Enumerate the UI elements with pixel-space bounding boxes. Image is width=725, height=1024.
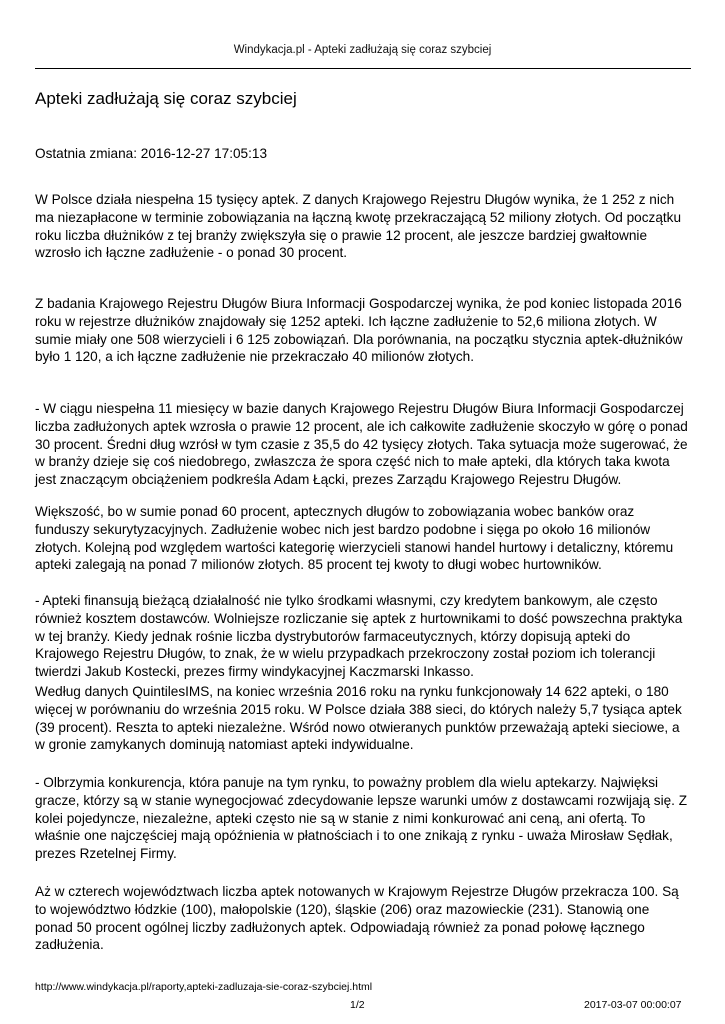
- paragraph: Aż w czterech województwach liczba aptek notowanych w Krajowym Rejestrze Długów przekracza 100. Są to województwo łódzkie (100), małopolskie (120), śląskie (206) oraz mazowieckie (231). Stanowią one ponad 50 procent ogólnej liczby zadłużonych aptek. Odpowiadają również za ponad połowę łącznego zadłużenia.: [35, 884, 679, 953]
- paragraph: Według danych QuintilesIMS, na koniec września 2016 roku na rynku funkcjonowały 14 622 apteki, o 180 więcej w porównaniu do września 2015 roku. W Polsce działa 388 sieci, do których należy 5,7 tysiąca aptek (39 procent). Reszta to apteki niezależne. Wśród nowo otwieranych punktów przeważają apteki sieciowe, a w gronie zamykanych dominują natomiast apteki indywidualne.: [35, 684, 682, 753]
- paragraph: - Olbrzymia konkurencja, która panuje na tym rynku, to poważny problem dla wielu aptekarzy. Najwięksi gracze, którzy są w stanie wynegocjować zdecydowanie lepsze warunki umów z dostawcami rozwijają się. Z kolei pojedyncze, niezależne, apteki często nie są w stanie z nimi konkurować ani ceną, ani ofertą. To właśnie one najczęściej mają opóźnienia w płatnościach i to one znikają z rynku - uważa Mirosław Sędłak, prezes Rzetelnej Firmy.: [35, 775, 688, 862]
- header-divider: [35, 68, 691, 69]
- page-header-title: Windykacja.pl - Apteki zadłużają się coraz szybciej: [233, 44, 492, 56]
- footer-page-number: 1/2: [350, 999, 365, 1011]
- paragraph: Z badania Krajowego Rejestru Długów Biura Informacji Gospodarczej wynika, że pod koniec listopada 2016 roku w rejestrze dłużników znajdowały się 1252 apteki. Ich łączne zadłużenie to 52,6 miliona złotych. W sumie miały one 508 wierzycieli i 6 125 zobowiązań. Dla porównania, na początku stycznia aptek-dłużników było 1 120, a ich łączne zadłużenie nie przekraczało 40 milionów złotych.: [35, 296, 683, 365]
- paragraph: - W ciągu niespełna 11 miesięcy w bazie danych Krajowego Rejestru Długów Biura Informacji Gospodarczej liczba zadłużonych aptek wzrosła o prawie 12 procent, ale ich całkowite zadłużenie skoczyło w górę o ponad 30 procent. Średni dług wzrósł w tym czasie z 35,5 do 42 tysięcy złotych. Taka sytuacja może sugerować, że w branży dzieje się coś niedobrego, zwłaszcza że spora część nich to małe apteki, dla których taka kwota jest znaczącym obciążeniem podkreśla Adam Łącki, prezes Zarządu Krajowego Rejestru Długów.: [35, 401, 688, 488]
- paragraph: - Apteki finansują bieżącą działalność nie tylko środkami własnymi, czy kredytem bankowym, ale często również kosztem dostawców. Wolniejsze rozliczanie się aptek z hurtownikami to dość powszechna praktyka w tej branży. Kiedy jednak rośnie liczba dystrybutorów farmaceutycznych, którzy dopisują apteki do Krajowego Rejestru Długów, to znak, że w wielu przypadkach przekroczony został poziom ich tolerancji twierdzi Jakub Kostecki, prezes firmy windykacyjnej Kaczmarski Inkasso.: [35, 593, 683, 680]
- footer-print-date: 2017-03-07 00:00:07: [584, 999, 682, 1011]
- paragraph: Większość, bo w sumie ponad 60 procent, aptecznych długów to zobowiązania wobec banków oraz funduszy sekurytyzacyjnych. Zadłużenie wobec nich jest bardzo podobne i sięga po około 16 milionów złotych. Kolejną pod względem wartości kategorię wierzycieli stanowi handel hurtowy i detaliczny, któremu apteki zalegają na ponad 7 milionów złotych. 85 procent tej kwoty to długi wobec hurtowników.: [35, 504, 674, 573]
- article-title: Apteki zadłużają się coraz szybciej: [35, 89, 297, 108]
- last-modified-date: Ostatnia zmiana: 2016-12-27 17:05:13: [35, 146, 268, 161]
- paragraph: W Polsce działa niespełna 15 tysięcy aptek. Z danych Krajowego Rejestru Długów wynika, że 1 252 z nich ma niezapłacone w terminie zobowiązania na łączną kwotę przekraczającą 52 miliony złotych. Od początku roku liczba dłużników z tej branży zwiększyła się o prawie 12 procent, ale jeszcze bardziej gwałtownie wzrosło ich łączne zadłużenie - o ponad 30 procent.: [35, 192, 682, 261]
- footer-source-url: http://www.windykacja.pl/raporty,apteki-zadluzaja-sie-coraz-szybciej.html: [35, 981, 373, 993]
